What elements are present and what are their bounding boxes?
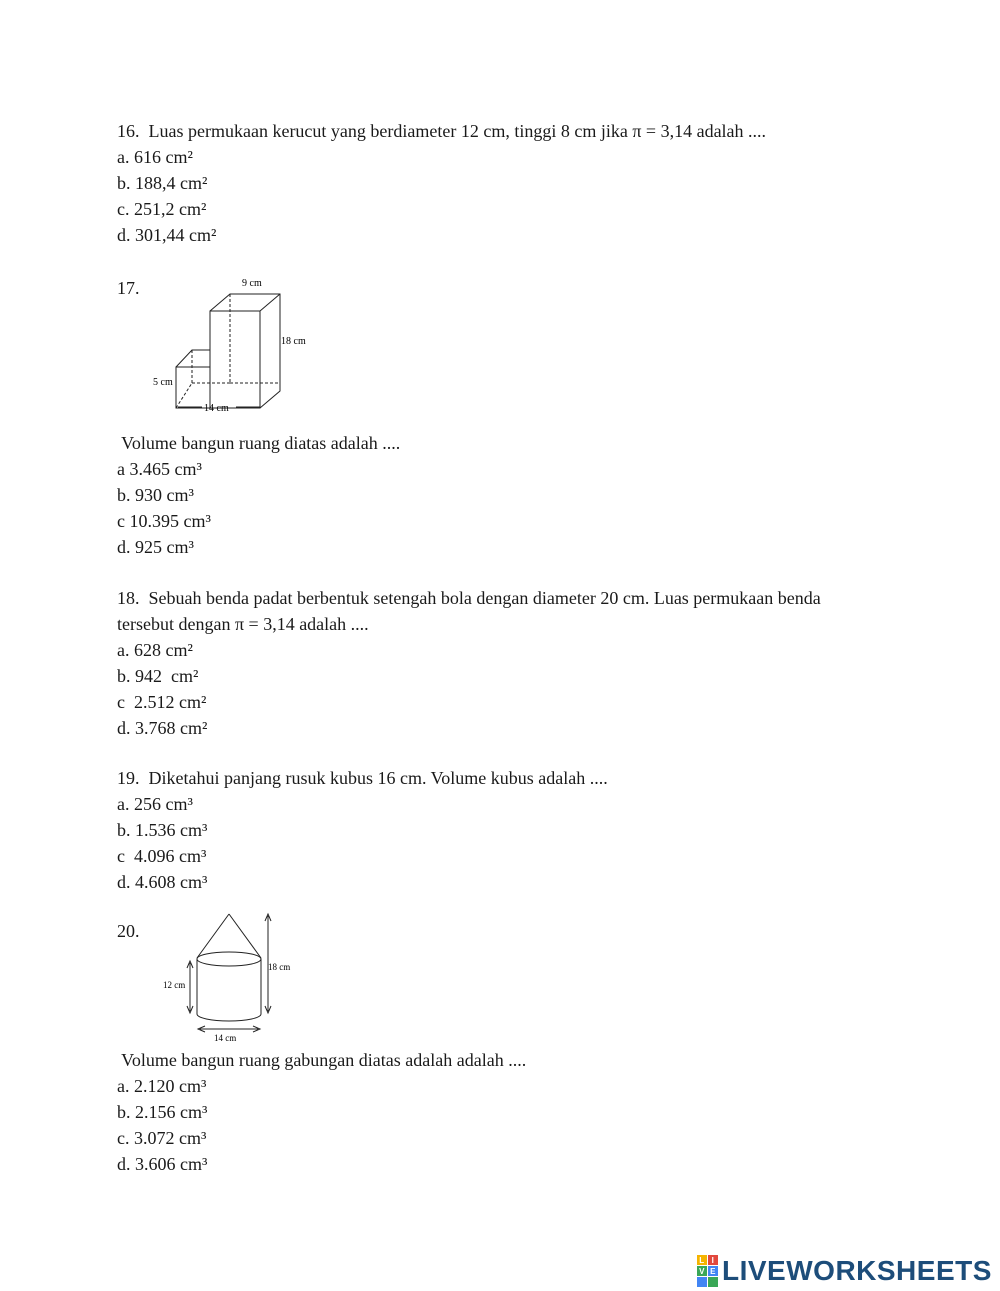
option-b[interactable]: b. 188,4 cm² [117, 173, 208, 193]
brand-text: LIVEWORKSHEETS [722, 1255, 992, 1286]
composite-prism-figure [150, 272, 320, 420]
label-total-height: 18 cm [268, 962, 291, 972]
option-d[interactable]: d. 925 cm³ [117, 537, 194, 557]
question-17-number [117, 275, 140, 301]
option-c[interactable]: c 2.512 cm² [117, 692, 207, 712]
option-a[interactable]: a. 628 cm² [117, 640, 193, 660]
label-width: 14 cm [204, 403, 229, 414]
question-20 [117, 1047, 526, 1177]
option-d[interactable]: d. 301,44 cm² [117, 225, 217, 245]
liveworksheets-logo-icon: L I V E [697, 1255, 718, 1287]
option-a[interactable]: a. 256 cm³ [117, 794, 193, 814]
label-top: 9 cm [242, 278, 262, 289]
question-19 [117, 765, 608, 895]
question-text: 16. Luas permukaan kerucut yang berdiameter 12 cm, tinggi 8 cm jika π = 3,14 adalah .... [117, 121, 767, 141]
question-17 [117, 430, 400, 560]
question-16 [117, 118, 766, 248]
question-text: 19. Diketahui panjang rusuk kubus 16 cm. Volume kubus adalah .... [117, 768, 608, 788]
question-text-line2: tersebut dengan π = 3,14 adalah .... [117, 614, 369, 634]
cone-cylinder-figure [160, 908, 300, 1048]
option-b[interactable]: b. 1.536 cm³ [117, 820, 208, 840]
question-18 [117, 585, 821, 741]
option-c[interactable]: c. 3.072 cm³ [117, 1128, 207, 1148]
option-a[interactable]: a. 2.120 cm³ [117, 1076, 207, 1096]
option-d[interactable]: d. 3.768 cm² [117, 718, 208, 738]
option-a[interactable]: a 3.465 cm³ [117, 459, 202, 479]
option-c[interactable]: c 4.096 cm³ [117, 846, 207, 866]
option-a[interactable]: a. 616 cm² [117, 147, 193, 167]
label-small: 5 cm [153, 377, 173, 388]
option-c[interactable]: c. 251,2 cm² [117, 199, 207, 219]
liveworksheets-brand[interactable] [697, 1256, 992, 1286]
label-cylinder-height: 12 cm [163, 980, 186, 990]
option-d[interactable]: d. 3.606 cm³ [117, 1154, 208, 1174]
question-text: Volume bangun ruang diatas adalah .... [117, 433, 401, 453]
question-text-line1: 18. Sebuah benda padat berbentuk setengah bola dengan diameter 20 cm. Luas permukaan benda [117, 588, 821, 608]
question-text: Volume bangun ruang gabungan diatas adalah adalah .... [117, 1050, 527, 1070]
label-height: 18 cm [281, 336, 306, 347]
question-number: 17. [117, 278, 140, 298]
question-number: 20. [117, 921, 140, 941]
label-diameter: 14 cm [214, 1033, 237, 1043]
option-c[interactable]: c 10.395 cm³ [117, 511, 211, 531]
option-b[interactable]: b. 930 cm³ [117, 485, 194, 505]
option-d[interactable]: d. 4.608 cm³ [117, 872, 208, 892]
option-b[interactable]: b. 2.156 cm³ [117, 1102, 208, 1122]
question-20-number [117, 918, 140, 944]
option-b[interactable]: b. 942 cm² [117, 666, 199, 686]
